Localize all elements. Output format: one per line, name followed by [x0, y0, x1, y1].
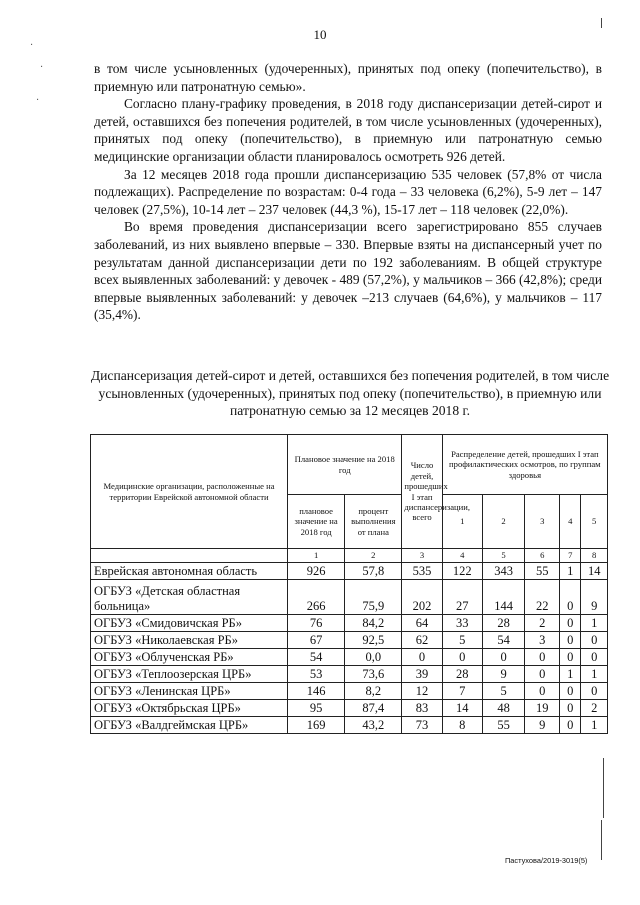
row-name: ОГБУЗ «Облученская РБ»	[91, 649, 288, 666]
paragraph-3: За 12 месяцев 2018 года прошли диспансеризацию 535 человек (57,8% от числа подлежащих). Распределение по возрастам: 0-4 года – 33 человека (6,2%), 5-9 лет – 147 человек (27,5%), 10-14 лет – 237 человек (44,3 %), 15-17 лет – 118 человек (22,0%).	[94, 166, 602, 217]
row-g4: 0	[560, 632, 581, 649]
table-row	[91, 580, 608, 615]
row-g1: 8	[442, 717, 482, 734]
row-g3: 2	[525, 615, 560, 632]
row-passed: 83	[402, 700, 442, 717]
col-number: 4	[442, 549, 482, 563]
row-g1: 5	[442, 632, 482, 649]
paragraph-2: Согласно плану-графику проведения, в 2018 году диспансеризации детей-сирот и детей, оставшихся без попечения родителей, в том числе усыновленных (удочеренных), принятых под опеку (попечительство), в приемную или патронатную семью медицинские организации области планировалось осмотреть 926 детей.	[94, 96, 602, 164]
row-g4: 0	[560, 683, 581, 700]
scan-mark	[603, 758, 604, 818]
row-g4: 0	[560, 700, 581, 717]
table-row	[91, 700, 608, 717]
row-plan: 54	[288, 649, 345, 666]
table-row	[91, 615, 608, 632]
row-g5: 2	[581, 700, 608, 717]
row-pct: 8,2	[345, 683, 402, 700]
row-g2: 54	[482, 632, 524, 649]
header-distribution: Распределение детей, прошедших I этап профилактических осмотров, по группам здоровья	[442, 435, 607, 495]
row-g1: 27	[442, 580, 482, 615]
header-group-3: 3	[525, 495, 560, 549]
header-group-1: 1	[442, 495, 482, 549]
row-g3: 3	[525, 632, 560, 649]
dispensary-table	[90, 434, 608, 734]
row-g2: 5	[482, 683, 524, 700]
col-number: 7	[560, 549, 581, 563]
body-text	[94, 60, 602, 324]
col-number: 1	[288, 549, 345, 563]
table-caption: Диспансеризация детей-сирот и детей, оставшихся без попечения родителей, в том числе усыновленных (удочеренных), принятых под опеку (попечительство), в приемную или патронатную семью за 12 месяцев 2018 г.	[90, 368, 610, 419]
row-passed: 64	[402, 615, 442, 632]
row-g5: 1	[581, 666, 608, 683]
row-g1: 33	[442, 615, 482, 632]
row-pct: 87,4	[345, 700, 402, 717]
row-g4: 0	[560, 580, 581, 615]
row-pct: 92,5	[345, 632, 402, 649]
row-g4: 0	[560, 717, 581, 734]
header-plan-value: плановое значение на 2018 год	[288, 495, 345, 549]
row-pct: 0,0	[345, 649, 402, 666]
row-g3: 9	[525, 717, 560, 734]
row-g1: 0	[442, 649, 482, 666]
row-g3: 0	[525, 683, 560, 700]
col-number: 3	[402, 549, 442, 563]
row-pct: 84,2	[345, 615, 402, 632]
row-passed: 12	[402, 683, 442, 700]
row-g4: 0	[560, 649, 581, 666]
row-g1: 14	[442, 700, 482, 717]
scan-speck: ·	[30, 40, 34, 51]
row-g5: 0	[581, 649, 608, 666]
row-name: ОГБУЗ «Ленинская ЦРБ»	[91, 683, 288, 700]
row-g2: 48	[482, 700, 524, 717]
row-name: ОГБУЗ «Валдгеймская ЦРБ»	[91, 717, 288, 734]
row-passed: 62	[402, 632, 442, 649]
col-number: 8	[581, 549, 608, 563]
paragraph-1: в том числе усыновленных (удочеренных), принятых под опеку (попечительство), в приемную или патронатную семью».	[94, 61, 602, 94]
row-g5: 9	[581, 580, 608, 615]
col-number: 2	[345, 549, 402, 563]
header-group-2: 2	[482, 495, 524, 549]
header-org: Медицинские организации, расположенные на территории Еврейской автономной области	[91, 435, 288, 549]
row-g3: 19	[525, 700, 560, 717]
row-g2: 0	[482, 649, 524, 666]
row-passed: 535	[402, 563, 442, 580]
row-g4: 1	[560, 563, 581, 580]
row-g2: 55	[482, 717, 524, 734]
row-g5: 0	[581, 632, 608, 649]
row-g1: 28	[442, 666, 482, 683]
row-name: ОГБУЗ «Теплоозерская ЦРБ»	[91, 666, 288, 683]
row-name: ОГБУЗ «Детская областная больница»	[91, 580, 288, 615]
row-plan: 926	[288, 563, 345, 580]
table-row	[91, 563, 608, 580]
header-group-5: 5	[581, 495, 608, 549]
row-plan: 266	[288, 580, 345, 615]
header-passed: Число детей, прошедших I этап диспансеризации, всего	[402, 435, 442, 549]
row-g2: 9	[482, 666, 524, 683]
row-g5: 1	[581, 615, 608, 632]
page-number: 10	[313, 27, 327, 42]
header-group-4: 4	[560, 495, 581, 549]
row-passed: 73	[402, 717, 442, 734]
row-name: Еврейская автономная область	[91, 563, 288, 580]
row-pct: 73,6	[345, 666, 402, 683]
table-row	[91, 649, 608, 666]
row-pct: 57,8	[345, 563, 402, 580]
row-passed: 39	[402, 666, 442, 683]
row-name: ОГБУЗ «Смидовичская РБ»	[91, 615, 288, 632]
row-g3: 0	[525, 649, 560, 666]
scan-mark	[601, 18, 602, 28]
scan-speck: ·	[40, 62, 44, 73]
col-number-empty	[91, 549, 288, 563]
row-passed: 202	[402, 580, 442, 615]
row-pct: 43,2	[345, 717, 402, 734]
row-pct: 75,9	[345, 580, 402, 615]
row-plan: 76	[288, 615, 345, 632]
scan-speck: ·	[36, 95, 40, 106]
row-g3: 22	[525, 580, 560, 615]
row-g4: 1	[560, 666, 581, 683]
row-g1: 122	[442, 563, 482, 580]
row-g3: 55	[525, 563, 560, 580]
row-passed: 0	[402, 649, 442, 666]
row-g4: 0	[560, 615, 581, 632]
row-plan: 169	[288, 717, 345, 734]
paragraph-4: Во время проведения диспансеризации всего зарегистрировано 855 случаев заболеваний, из них выявлено впервые – 330. Впервые взяты на диспансерный учет по результатам данной диспансеризации дети по 192 заболеваниям. В общей структуре всех выявленных заболеваний: у девочек - 489 (57,2%), у мальчиков – 366 (42,8%); среди впервые выявленных заболеваний: у девочек –213 случаев (64,6%), у мальчиков – 117 (35,4%).	[94, 219, 602, 323]
document-footer-code: Пастухова/2019-3019(5)	[505, 856, 588, 865]
header-plan-group: Плановое значение на 2018 год	[288, 435, 402, 495]
row-plan: 67	[288, 632, 345, 649]
row-plan: 53	[288, 666, 345, 683]
table-row	[91, 683, 608, 700]
row-g2: 144	[482, 580, 524, 615]
col-number: 5	[482, 549, 524, 563]
row-plan: 146	[288, 683, 345, 700]
row-g3: 0	[525, 666, 560, 683]
row-g5: 1	[581, 717, 608, 734]
row-plan: 95	[288, 700, 345, 717]
header-plan-percent: процент выполнения от плана	[345, 495, 402, 549]
row-g2: 28	[482, 615, 524, 632]
row-g5: 14	[581, 563, 608, 580]
row-g5: 0	[581, 683, 608, 700]
col-number: 6	[525, 549, 560, 563]
table-row	[91, 717, 608, 734]
row-name: ОГБУЗ «Николаевская РБ»	[91, 632, 288, 649]
table-row	[91, 632, 608, 649]
row-g1: 7	[442, 683, 482, 700]
row-g2: 343	[482, 563, 524, 580]
row-name: ОГБУЗ «Октябрьская ЦРБ»	[91, 700, 288, 717]
scan-mark	[601, 820, 602, 860]
table-row	[91, 666, 608, 683]
